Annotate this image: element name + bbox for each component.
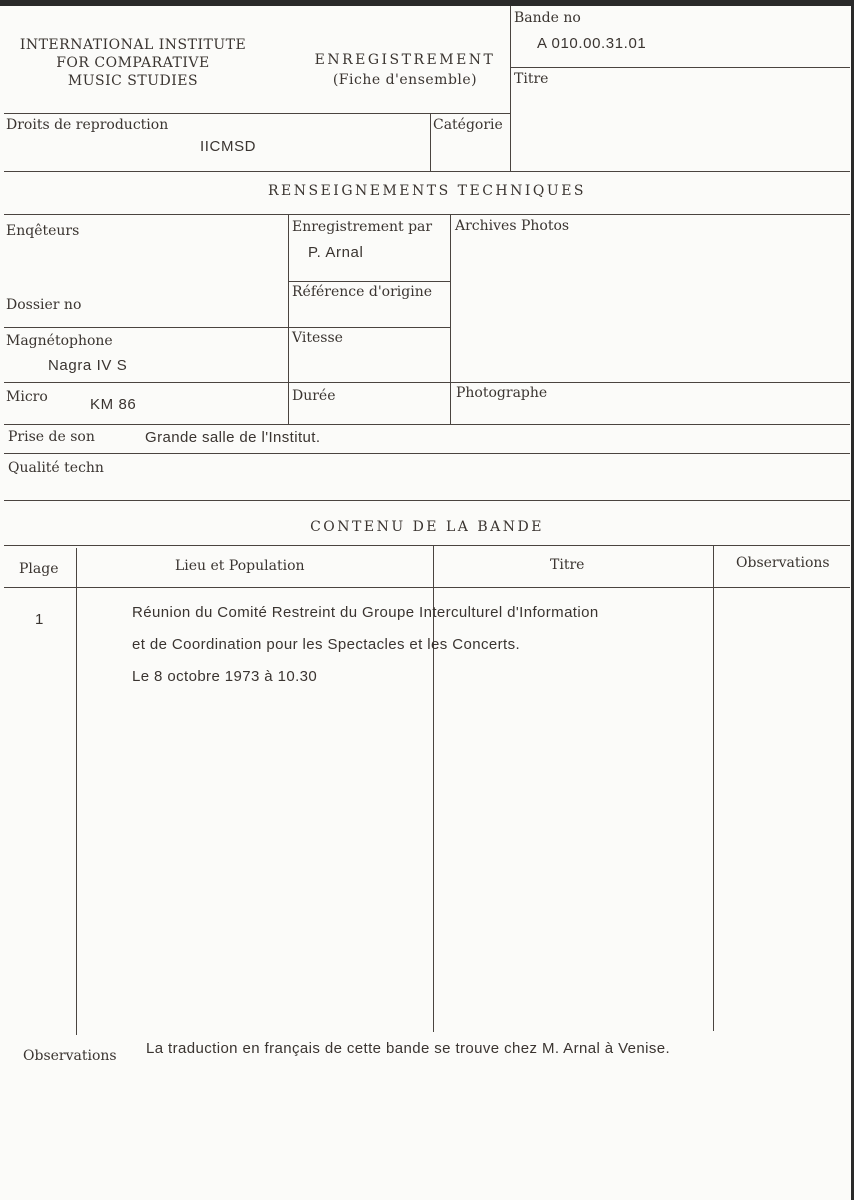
vitesse-label: Vitesse: [292, 330, 343, 346]
bande-no-label: Bande no: [514, 10, 581, 26]
droits-value: IICMSD: [200, 138, 257, 155]
prise-top-line: [4, 424, 850, 425]
dossier-label: Dossier no: [6, 297, 82, 313]
micro-top-line: [4, 382, 850, 383]
observations-label: Observations: [23, 1048, 117, 1064]
header-right-divider: [510, 6, 511, 171]
contents-title-bottom: [4, 545, 850, 546]
col-divider-1: [76, 548, 77, 1035]
form-title: ENREGISTREMENT: [314, 52, 496, 68]
droits-label: Droits de reproduction: [6, 117, 169, 133]
observations-value: La traduction en français de cette bande se trouve chez M. Arnal à Venise.: [146, 1040, 671, 1057]
col-divider-3: [713, 545, 714, 1031]
column-observations: Observations: [736, 555, 830, 571]
bande-titre-divider: [510, 67, 850, 68]
droits-top-line: [4, 113, 510, 114]
entry-line-2: et de Coordination pour les Spectacles et les Concerts.: [132, 636, 521, 653]
column-lieu-population: Lieu et Population: [175, 558, 305, 574]
contents-section-title: CONTENU DE LA BANDE: [310, 519, 544, 535]
top-edge: [0, 0, 854, 6]
tech-divider-right: [450, 214, 451, 425]
archives-photos-label: Archives Photos: [455, 218, 570, 234]
enregistrement-par-value: P. Arnal: [308, 244, 364, 261]
magnetophone-value: Nagra IV S: [48, 357, 128, 374]
photographe-label: Photographe: [456, 385, 548, 401]
technical-top-line: [4, 171, 850, 172]
categorie-divider: [430, 113, 431, 171]
qualite-label: Qualité techn: [8, 460, 104, 476]
reference-top-line: [288, 281, 450, 282]
institute-line-2: FOR COMPARATIVE: [56, 55, 210, 71]
categorie-label: Catégorie: [433, 117, 503, 133]
technical-section-title: RENSEIGNEMENTS TECHNIQUES: [267, 183, 587, 199]
bande-no-value: A 010.00.31.01: [537, 35, 647, 52]
entry-line-1: Réunion du Comité Restreint du Groupe Interculturel d'Information: [132, 604, 599, 621]
magnetophone-top-line: [4, 327, 450, 328]
titre-label: Titre: [514, 71, 549, 87]
magnetophone-label: Magnétophone: [6, 333, 113, 349]
duree-label: Durée: [292, 388, 336, 404]
column-titre: Titre: [550, 557, 585, 573]
institute-line-1: INTERNATIONAL INSTITUTE: [19, 37, 247, 53]
qualite-top-line: [4, 453, 850, 454]
technical-title-bottom: [4, 214, 850, 215]
tech-divider-left: [288, 214, 289, 425]
contents-top-line: [4, 500, 850, 501]
form-subtitle: (Fiche d'ensemble): [332, 72, 478, 88]
prise-label: Prise de son: [8, 429, 95, 445]
column-plage: Plage: [19, 561, 59, 577]
micro-label: Micro: [6, 389, 48, 405]
micro-value: KM 86: [90, 396, 137, 413]
contents-header-bottom: [4, 587, 850, 588]
enqueteurs-label: Enqêteurs: [6, 223, 80, 239]
entry-line-3: Le 8 octobre 1973 à 10.30: [132, 668, 318, 685]
entry-plage: 1: [35, 611, 44, 628]
reference-label: Référence d'origine: [292, 284, 433, 300]
enregistrement-par-label: Enregistrement par: [292, 219, 433, 235]
prise-value: Grande salle de l'Institut.: [145, 429, 321, 446]
institute-line-3: MUSIC STUDIES: [67, 73, 199, 89]
